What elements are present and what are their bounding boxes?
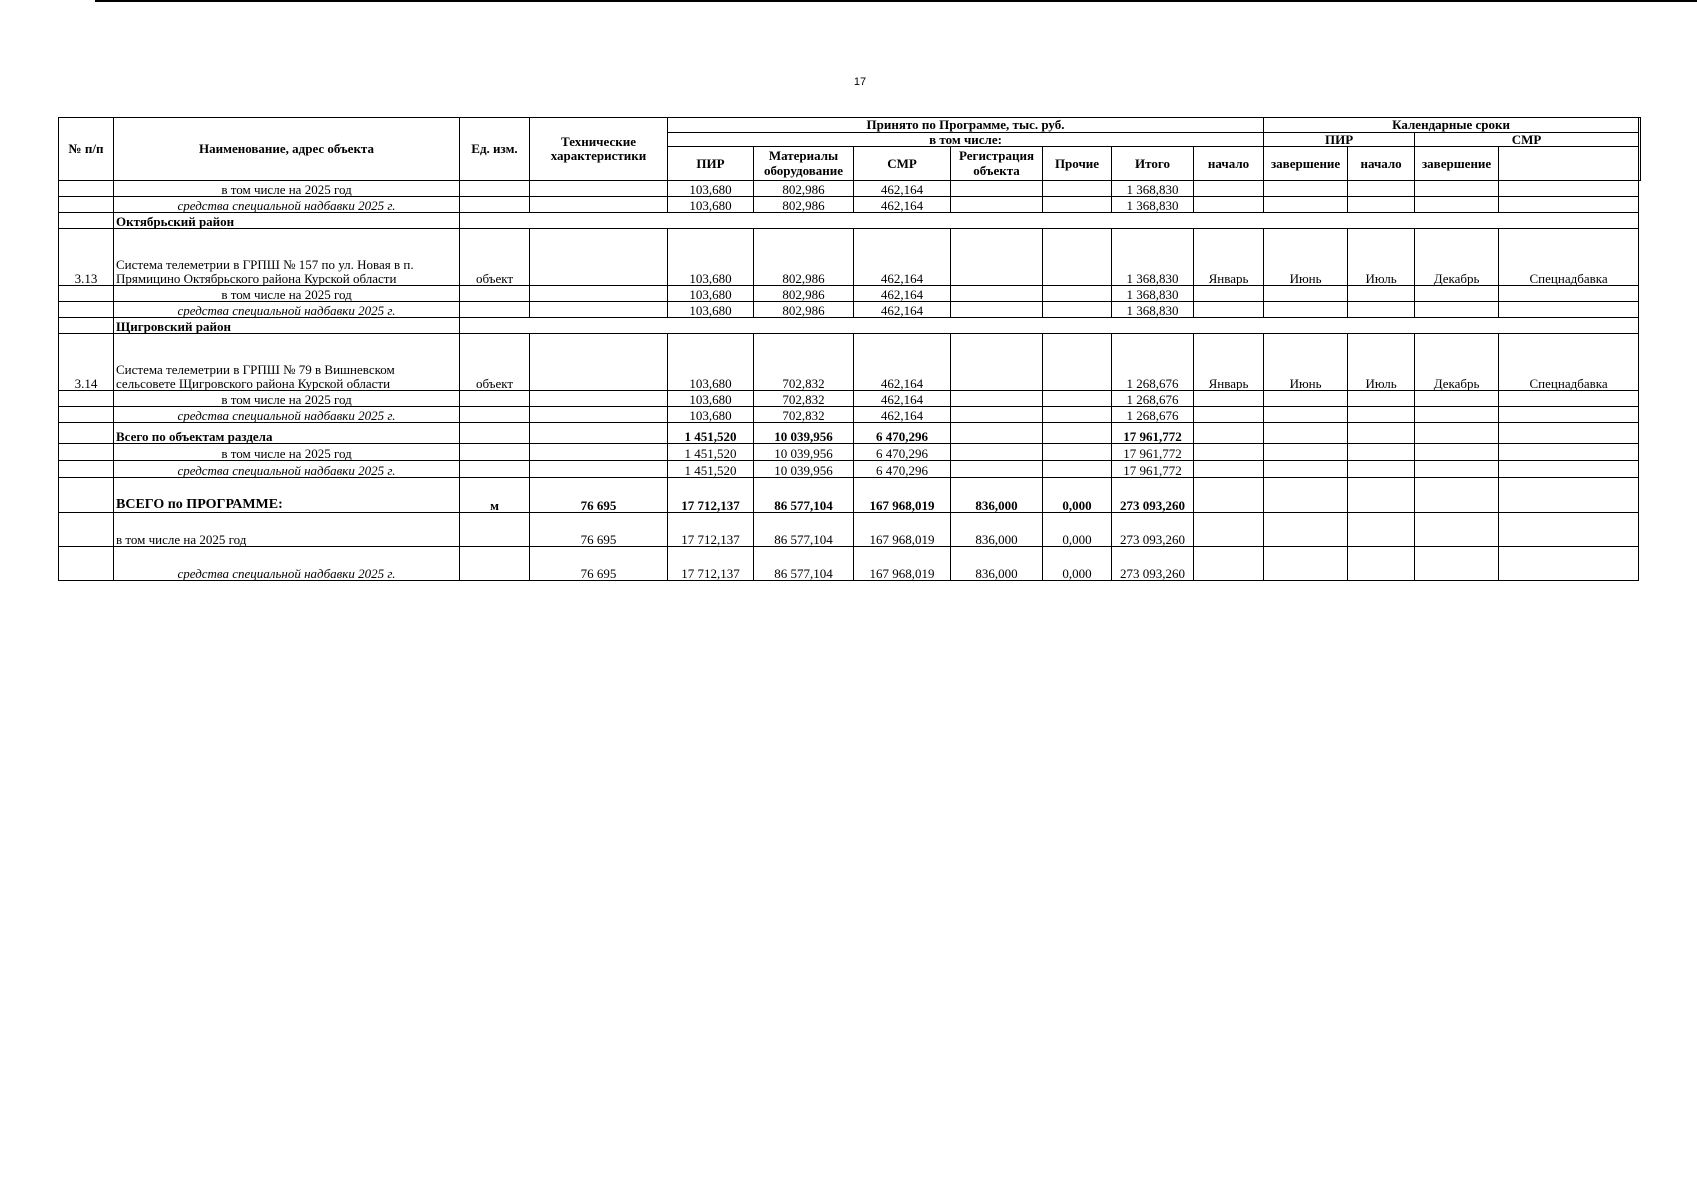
header-name: Наименование, адрес объекта: [114, 118, 460, 181]
cell-smr-start: Июль: [1348, 334, 1415, 391]
cell-pir-start: Январь: [1194, 229, 1264, 286]
subtotal-row: [59, 286, 1641, 302]
cell-pir: 103,680: [668, 407, 754, 423]
cell-mat: 802,986: [754, 181, 854, 197]
cell-source: Спецнадбавка: [1499, 229, 1639, 286]
district-name: Щигровский район: [114, 318, 460, 334]
header-smr-start: начало: [1348, 147, 1415, 181]
cell-smr: 462,164: [854, 391, 951, 407]
cell-mat: 802,986: [754, 197, 854, 213]
object-row: [59, 334, 1641, 391]
district-row: [59, 213, 1641, 229]
cell-total: 1 268,676: [1112, 334, 1194, 391]
section-total-subi-row: средства специальной надбавки 2025 г. 1 451,520 10 039,956 6 470,296 17 961,772: [59, 461, 1641, 478]
header-other: Прочие: [1043, 147, 1112, 181]
header-calendar: Календарные сроки: [1264, 118, 1639, 133]
cell-mat: 802,986: [754, 229, 854, 286]
header-tech: Технические характеристики: [530, 118, 668, 181]
cell-pir: 103,680: [668, 286, 754, 302]
header-materials: Материалы оборудование: [754, 147, 854, 181]
header-sources: [1639, 118, 1641, 181]
object-row: [59, 229, 1641, 286]
cell-mat: 802,986: [754, 286, 854, 302]
cell-smr: 462,164: [854, 229, 951, 286]
cell-pir: 103,680: [668, 181, 754, 197]
cell-name: в том числе на 2025 год: [114, 286, 460, 302]
cell-num: 3.13: [59, 229, 114, 286]
cell-num: 3.14: [59, 334, 114, 391]
program-total-label: ВСЕГО по ПРОГРАММЕ:: [114, 478, 460, 513]
subtotal-row: [59, 407, 1641, 423]
cell-name: средства специальной надбавки 2025 г.: [114, 197, 460, 213]
header-pir: ПИР: [668, 147, 754, 181]
cell-pir: 103,680: [668, 229, 754, 286]
cell-unit: объект: [460, 334, 530, 391]
subtotal-row: [59, 391, 1641, 407]
page-number: 17: [853, 76, 867, 88]
cell-smr: 462,164: [854, 197, 951, 213]
cell-name: в том числе на 2025 год: [114, 181, 460, 197]
header-smr-end: завершение: [1415, 147, 1499, 181]
district-name: Октябрьский район: [114, 213, 460, 229]
totals-body: [59, 423, 1641, 581]
cell-total: 1 368,830: [1112, 229, 1194, 286]
cell-total: 1 368,830: [1112, 181, 1194, 197]
top-rule: [95, 0, 1697, 2]
cell-total: 1 268,676: [1112, 391, 1194, 407]
header-total: Итого: [1112, 147, 1194, 181]
program-table: [58, 117, 1641, 581]
header-pir-start: начало: [1194, 147, 1264, 181]
cell-total: 1 268,676: [1112, 407, 1194, 423]
header-unit: Ед. изм.: [460, 118, 530, 181]
cell-pir: 103,680: [668, 197, 754, 213]
table-header: [59, 118, 1641, 181]
cell-name: средства специальной надбавки 2025 г.: [114, 302, 460, 318]
header-cal-pir: ПИР: [1264, 132, 1415, 147]
cell-total: 1 368,830: [1112, 302, 1194, 318]
header-accepted: Принято по Программе, тыс. руб.: [668, 118, 1264, 133]
cell-pir-end: Июнь: [1264, 229, 1348, 286]
subtotal-row: [59, 302, 1641, 318]
header-including: в том числе:: [668, 132, 1264, 147]
header-smr: СМР: [854, 147, 951, 181]
cell-unit: объект: [460, 229, 530, 286]
header-num: № п/п: [59, 118, 114, 181]
cell-name: Система телеметрии в ГРПШ № 157 по ул. Новая в п. Прямицино Октябрьского района Курской области: [114, 229, 460, 286]
subtotal-row: [59, 197, 1641, 213]
cell-pir: 103,680: [668, 302, 754, 318]
cell-smr-start: Июль: [1348, 229, 1415, 286]
section-total-label: Всего по объектам раздела: [114, 423, 460, 444]
cell-mat: 702,832: [754, 334, 854, 391]
cell-smr: 462,164: [854, 407, 951, 423]
cell-pir-end: Июнь: [1264, 334, 1348, 391]
cell-smr: 462,164: [854, 181, 951, 197]
cell-smr: 462,164: [854, 334, 951, 391]
cell-smr-end: Декабрь: [1415, 334, 1499, 391]
header-registration: Регистрация объекта: [951, 147, 1043, 181]
cell-smr-end: Декабрь: [1415, 229, 1499, 286]
cell-name: Система телеметрии в ГРПШ № 79 в Вишневском сельсовете Щигровского района Курской области: [114, 334, 460, 391]
cell-source: Спецнадбавка: [1499, 334, 1639, 391]
table-body: [59, 181, 1641, 423]
cell-name: в том числе на 2025 год: [114, 391, 460, 407]
program-total-sub-row: в том числе на 2025 год 76 695 17 712,137 86 577,104 167 968,019 836,000 0,000 273 093,260: [59, 513, 1641, 547]
cell-total: 1 368,830: [1112, 286, 1194, 302]
program-total-subi-row: средства специальной надбавки 2025 г. 76 695 17 712,137 86 577,104 167 968,019 836,000 0,000 273 093,260: [59, 547, 1641, 581]
section-total-row: Всего по объектам раздела 1 451,520 10 039,956 6 470,296 17 961,772: [59, 423, 1641, 444]
cell-pir: 103,680: [668, 391, 754, 407]
cell-smr: 462,164: [854, 302, 951, 318]
cell-smr: 462,164: [854, 286, 951, 302]
cell-mat: 702,832: [754, 407, 854, 423]
section-total-sub-row: в том числе на 2025 год 1 451,520 10 039,956 6 470,296 17 961,772: [59, 444, 1641, 461]
program-total-row: ВСЕГО по ПРОГРАММЕ: м 76 695 17 712,137 86 577,104 167 968,019 836,000 0,000 273 093,260: [59, 478, 1641, 513]
subtotal-row: [59, 181, 1641, 197]
cell-pir-start: Январь: [1194, 334, 1264, 391]
header-cal-smr: СМР: [1415, 132, 1639, 147]
cell-name: средства специальной надбавки 2025 г.: [114, 407, 460, 423]
cell-total: 1 368,830: [1112, 197, 1194, 213]
header-pir-end: завершение: [1264, 147, 1348, 181]
cell-pir: 103,680: [668, 334, 754, 391]
cell-mat: 802,986: [754, 302, 854, 318]
cell-mat: 702,832: [754, 391, 854, 407]
district-row: [59, 318, 1641, 334]
